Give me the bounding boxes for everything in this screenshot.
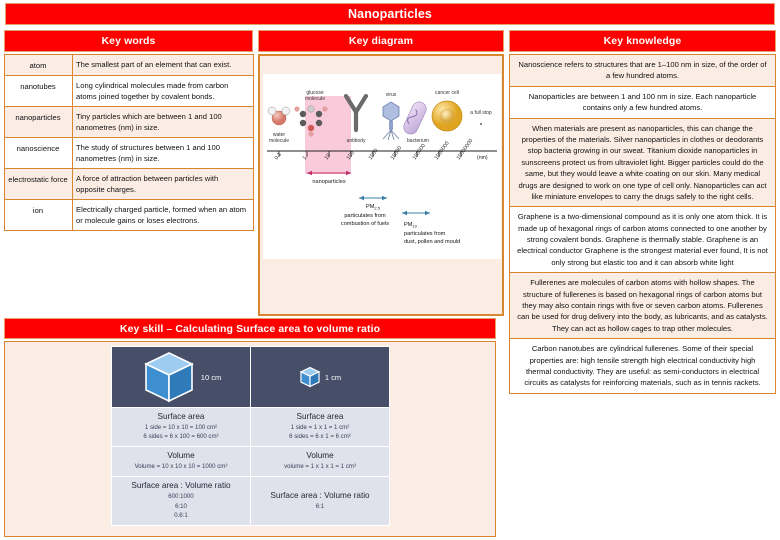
virus-icon (383, 102, 399, 140)
nanoscale-comparison-diagram (263, 74, 501, 259)
svg-text:0.1: 0.1 (273, 151, 283, 162)
svg-text:particulates from: particulates from (404, 231, 446, 237)
key-diagram-panel (258, 54, 504, 316)
knowledge-item: Nanoscience refers to structures that are 1–100 nm in size, of the order of a few hundred atoms. (509, 54, 776, 87)
keyword-term: ion (5, 200, 73, 231)
surface-area-title: Surface area (296, 412, 344, 421)
column-header-key-diagram: Key diagram (258, 30, 504, 52)
surface-area-line: 1 side = 10 x 10 = 100 cm² (144, 424, 218, 431)
water-molecule-icon (268, 107, 290, 125)
table-row (112, 447, 390, 477)
keyword-definition: Tiny particles which are between 1 and 100 nanometres (nm) in size. (73, 107, 254, 138)
svg-text:10: 10 (323, 152, 333, 162)
svg-text:dust, pollen and mould: dust, pollen and mould (404, 239, 461, 245)
column-header-key-knowledge: Key knowledge (509, 30, 776, 52)
table-row (5, 200, 254, 231)
full-stop-dot (480, 123, 482, 125)
svg-text:particulates from: particulates from (344, 213, 386, 219)
volume-line: Volume = 10 x 10 x 10 = 1000 cm³ (134, 463, 228, 471)
ratio-line: 0.6:1 (174, 511, 188, 519)
svg-text:100000: 100000 (411, 142, 427, 162)
knowledge-item: Carbon nanotubes are cylindrical fullerenes. Some of their special properties are: high tensile strength high electrical conductivity high thermal conductivity. They are useful: as semi-conductors in electrical circuits as catalysts for reinforcing materials, such as in tennis rackets. (509, 338, 776, 394)
ratio-line: 6:10 (175, 502, 187, 510)
cancer-cell-icon (432, 101, 462, 131)
keyword-term: electrostatic force (5, 169, 73, 200)
key-knowledge-column (509, 54, 776, 393)
svg-text:1000000: 1000000 (433, 140, 451, 162)
key-skill-panel (4, 341, 496, 537)
svg-text:1000: 1000 (367, 147, 380, 162)
knowledge-item: Graphene is a two-dimensional compound as it is only one atom thick. It is made up of hexagonal rings of carbon atoms connected to one another by strong covalent bonds. Graphene is thermally stable. Graphene is an electrical conductor Graphene is the strongest material ever found, It is not only strong but elastic too and it can absorb white light (509, 206, 776, 273)
svg-text:PM2.5: $PM_{2.5}$ (366, 204, 380, 211)
svg-text:glucose: glucose (306, 90, 324, 96)
cube-icon (299, 366, 321, 388)
surface-area-line: 6 sides = 6 x 1 = 6 cm² (289, 433, 351, 441)
cube-size-label: 1 cm (324, 372, 342, 382)
table-row (5, 55, 254, 76)
svg-text:bacterium: bacterium (407, 138, 429, 144)
table-row (112, 347, 390, 408)
keyword-definition: The study of structures between 1 and 100 nanometres (nm) in size. (73, 138, 254, 169)
svg-text:10000: 10000 (389, 145, 404, 162)
volume-title: Volume (167, 451, 195, 461)
svg-text:1: 1 (301, 155, 309, 162)
svg-text:combustion of fuels: combustion of fuels (340, 221, 390, 227)
bacterium-icon (401, 100, 428, 137)
ratio-line: 600:1000 (168, 493, 194, 501)
svg-text:water: water (272, 132, 286, 138)
knowledge-item: Fullerenes are molecules of carbon atoms with hollow shapes. The structure of fullerenes is based on hexagonal rings of carbon atoms but they may also contain rings with five or seven carbon atoms. Fullerenes can be used for drug delivery into the body, as lubricants, and as catalysts. They can act as hollow cages to trap other molecules. (509, 272, 776, 339)
surface-area-cell-small (251, 408, 390, 447)
ratio-cell-small (251, 477, 390, 525)
svg-text:nanoparticles: nanoparticles (312, 179, 346, 185)
cube-icon (141, 349, 197, 405)
svg-text:a full stop: a full stop (470, 110, 492, 116)
knowledge-item: Nanoparticles are between 1 and 100 nm in size. Each nanoparticle contains only a few hundred atoms. (509, 86, 776, 119)
scale-unit-label: (nm) (477, 155, 488, 161)
svg-text:cancer cell: cancer cell (435, 90, 459, 96)
keyword-definition: Long cylindrical molecules made from carbon atoms joined together by covalent bonds. (73, 76, 254, 107)
pm25-range-marker (359, 196, 387, 200)
volume-line: volume = 1 x 1 x 1 = 1 cm³ (284, 463, 356, 471)
ratio-title: Surface area : Volume ratio (270, 490, 370, 500)
keyword-term: nanoparticles (5, 107, 73, 138)
svg-text:virus: virus (385, 92, 397, 98)
nanoparticles-range-marker (307, 171, 351, 185)
keyword-definition: Electrically charged particle, formed when an atom or molecule gains or loses electrons. (73, 200, 254, 231)
svg-text:10000000: 10000000 (455, 138, 475, 162)
svg-text:100: 100 (345, 150, 356, 162)
cube-cell-small (251, 347, 390, 408)
key-skill-header: Key skill – Calculating Surface area to volume ratio (4, 318, 496, 339)
table-row (112, 408, 390, 447)
knowledge-item: When materials are present as nanoparticles, this can change the properties of the materials. Silver nanoparticles in clothes or deodorants stop bacteria growing in our sweat. Titanium dioxide nanoparticles in sunscreens protect us from ultraviolet light. Bigger particles could do the same, but they would leave a white coating on our skin. Many medical drugs are designed to work on one type of cell only. Nanoparticles can act like miniature envelopes to carry the drugs safely to the right cells. (509, 118, 776, 208)
surface-area-volume-table (111, 346, 390, 526)
page-title: Nanoparticles (5, 3, 775, 25)
volume-cell-large (112, 447, 251, 477)
ratio-title: Surface area : Volume ratio (131, 481, 231, 491)
table-row (112, 477, 390, 525)
svg-text:PM10: $PM_{10}$ (404, 222, 417, 229)
keyword-term: atom (5, 55, 73, 76)
table-row (5, 107, 254, 138)
pm10-range-marker (402, 211, 430, 215)
surface-area-line: 1 side = 1 x 1 = 1 cm² (290, 424, 350, 431)
surface-area-title: Surface area (157, 412, 205, 421)
scale-tick-labels (274, 138, 475, 161)
surface-area-cell-large (112, 408, 251, 447)
svg-text:antibody: antibody (346, 138, 366, 144)
table-row (5, 169, 254, 200)
volume-title: Volume (306, 451, 334, 461)
ratio-line: 6:1 (315, 502, 325, 510)
nanoscale-scale-svg (263, 74, 501, 259)
keyword-definition: The smallest part of an element that can exist. (73, 55, 254, 76)
column-header-key-words: Key words (4, 30, 253, 52)
cube-cell-large (112, 347, 251, 408)
table-row (5, 76, 254, 107)
ratio-cell-large (112, 477, 251, 525)
svg-text:molecule: molecule (268, 138, 290, 144)
surface-area-line: 6 sides = 6 x 100 = 600 cm² (143, 433, 219, 441)
volume-cell-small (251, 447, 390, 477)
cube-size-label: 10 cm (200, 372, 222, 382)
svg-text:molecule: molecule (304, 96, 326, 102)
keyword-term: nanotubes (5, 76, 73, 107)
table-row (5, 138, 254, 169)
keyword-term: nanoscience (5, 138, 73, 169)
keyword-definition: A force of attraction between particles with opposite charges. (73, 169, 254, 200)
key-words-table (4, 54, 254, 231)
